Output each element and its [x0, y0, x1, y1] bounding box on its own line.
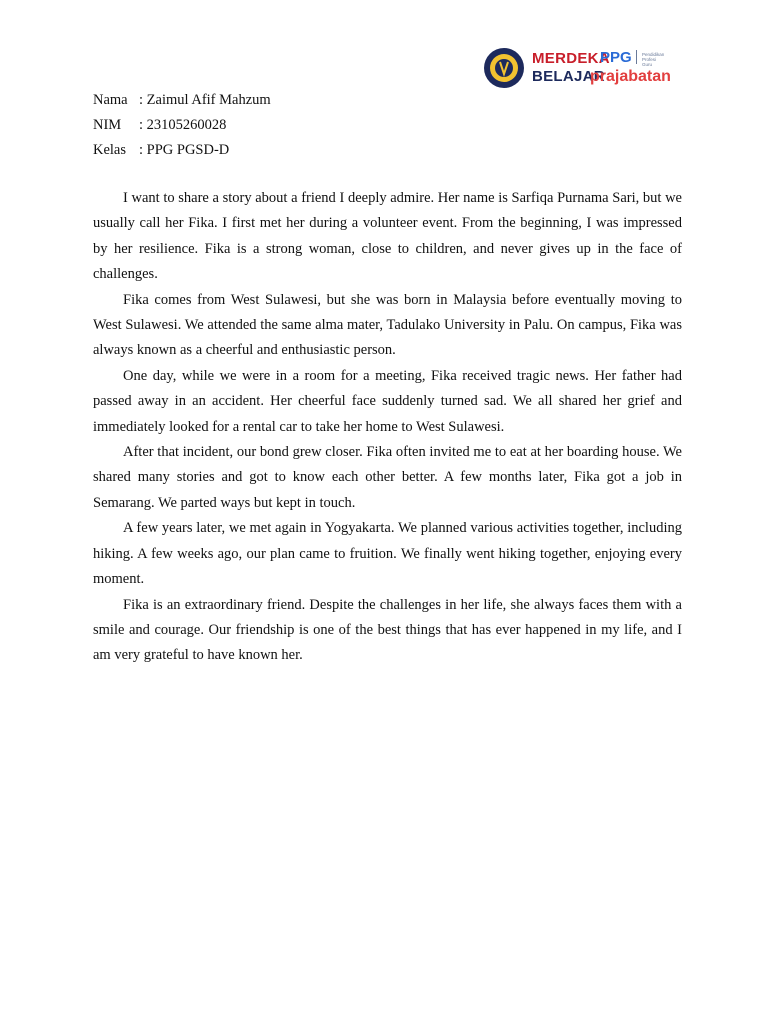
paragraph: A few years later, we met again in Yogyakarta. We planned various activities together, including hiking. A few weeks ago, our plan came to fruition. We finally went hiking together, enjoying every moment. [93, 520, 682, 588]
logo-tagline: Pendidikan Profesi Guru [642, 52, 665, 67]
info-value: : 23105260028 [139, 117, 227, 133]
logo-subtitle: prajabatan [590, 68, 671, 85]
university-seal-icon [482, 46, 526, 90]
student-info [93, 88, 271, 163]
paragraph: Fika comes from West Sulawesi, but she was born in Malaysia before eventually moving to West Sulawesi. We attended the same alma mater, Tadulako University in Palu. On campus, Fika was always known as a cheerful and enthusiastic person. [93, 291, 682, 359]
info-row-nim [93, 113, 271, 138]
logo-line-2: BELAJAR [532, 68, 605, 85]
paragraph: Fika is an extraordinary friend. Despite the challenges in her life, she always faces them with a smile and courage. Our friendship is one of the best things that has ever happened in my life, and I am very grateful to have known her. [93, 596, 682, 664]
story-body [93, 186, 682, 669]
paragraph: One day, while we were in a room for a meeting, Fika received tragic news. Her father had passed away in an accident. Her cheerful face suddenly turned sad. We all shared her grief and immediately looked for a rental car to take her home to West Sulawesi. [93, 367, 682, 435]
info-label: NIM [93, 117, 122, 133]
info-value: : PPG PGSD-D [139, 142, 230, 158]
paragraph: After that incident, our bond grew closer. Fika often invited me to eat at her boarding house. We shared many stories and got to know each other better. A few months later, Fika got a job in Semarang. We parted ways but kept in touch. [93, 444, 682, 511]
logo-divider [636, 50, 637, 64]
logo-line-1: MERDEKA [532, 50, 610, 67]
info-row-name [93, 88, 271, 113]
paragraph: I want to share a story about a friend I deeply admire. Her name is Sarfiqa Purnama Sari, but we usually call her Fika. I first met her during a volunteer event. From the beginning, I was impressed by her resilience. Fika is a strong woman, close to children, and never gives up in the face of challenges. [93, 190, 682, 283]
logo-brand: PPG [600, 49, 632, 66]
info-row-class [93, 138, 271, 163]
merdeka-belajar-logo [482, 46, 702, 90]
info-label: Kelas [93, 142, 127, 158]
info-value: : Zaimul Afif Mahzum [139, 92, 271, 108]
info-label: Nama [93, 92, 128, 108]
